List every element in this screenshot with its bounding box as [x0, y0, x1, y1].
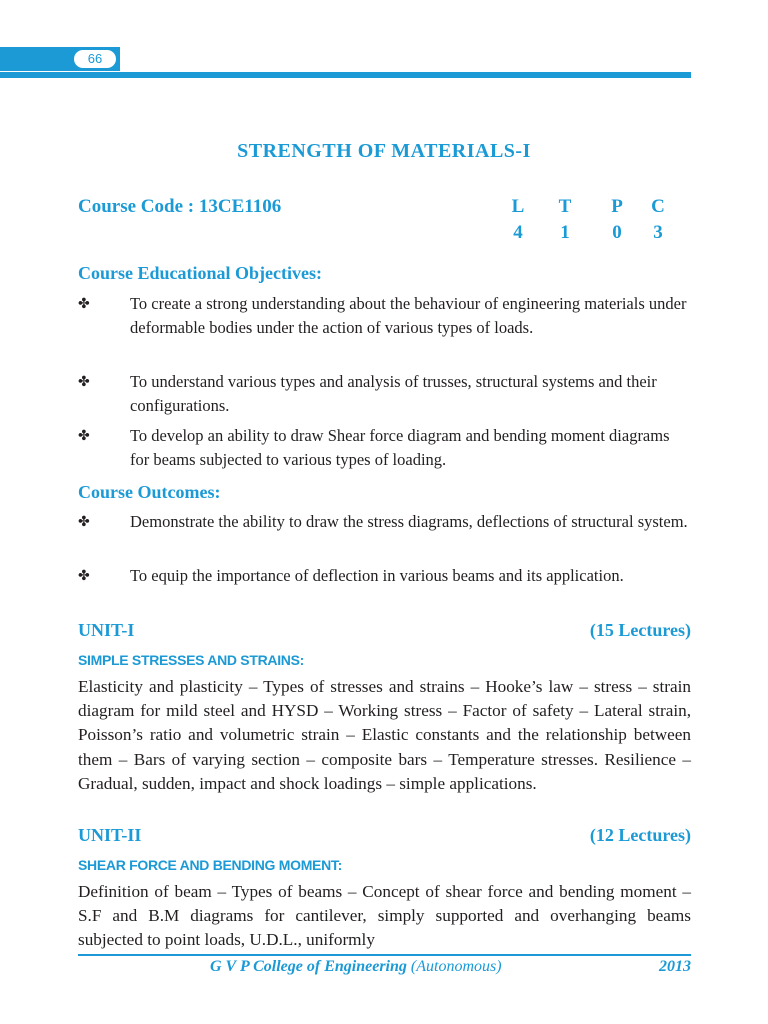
ltpc-label-l: L [511, 196, 525, 217]
outcomes-heading: Course Outcomes: [78, 482, 221, 502]
ltpc-label-t: T [558, 196, 572, 217]
outcome-text: To equip the importance of deflection in various beams and its application. [130, 566, 624, 585]
autonomous-label: (Autonomous) [410, 958, 502, 975]
unit-2-subtitle: SHEAR FORCE AND BENDING MOMENT: [78, 857, 342, 873]
bullet-icon: ✤ [78, 568, 90, 584]
unit-title: UNIT-II [78, 825, 142, 845]
objectives-heading: Course Educational Objectives: [78, 263, 322, 283]
objective-item [78, 424, 690, 472]
unit-2-heading [78, 825, 691, 846]
ltpc-label-c: C [651, 196, 665, 217]
footer-rule [78, 954, 691, 956]
page-title: STRENGTH OF MATERIALS-I [237, 140, 531, 162]
outcome-item [78, 564, 690, 588]
unit-1-text: Elasticity and plasticity – Types of stresses and strains – Hooke’s law – stress – strain diagram for mild steel and HYSD – Working stress – Factor of safety – Lateral strain, Poisson’s ratio and volumetric strain – Elastic constants and the relationship between them – Bars of varying section – composite bars – Temperature stresses. Resilience – Gradual, sudden, impact and shock loadings – simple applications. [78, 677, 691, 793]
ltpc-value-c: 3 [653, 222, 663, 243]
ltpc-label-p: P [611, 196, 623, 217]
outcome-text: Demonstrate the ability to draw the stress diagrams, deflections of structural system. [130, 512, 688, 531]
objective-text: To develop an ability to draw Shear force diagram and bending moment diagrams for beams subjected to various types of loading. [130, 426, 670, 469]
objective-text: To create a strong understanding about the behaviour of engineering materials under deformable bodies under the action of various types of loads. [130, 294, 687, 337]
unit-1-heading [78, 620, 691, 641]
bullet-icon: ✤ [78, 374, 90, 390]
ltpc-value-p: 0 [612, 222, 622, 243]
bullet-icon: ✤ [78, 428, 90, 444]
objective-item [78, 292, 690, 340]
footer-college [210, 958, 502, 976]
header-rule [0, 72, 691, 78]
footer [78, 958, 691, 982]
college-name: G V P College of Engineering [210, 958, 407, 975]
page-number: 66 [74, 50, 116, 68]
unit-2-text: Definition of beam – Types of beams – Concept of shear force and bending moment – S.F and B.M diagrams for cantilever, simply supported and overhanging beams subjected to point loads, U.D.L., uniformly [78, 882, 691, 950]
bullet-icon: ✤ [78, 296, 90, 312]
ltpc-value-t: 1 [560, 222, 570, 243]
unit-title: UNIT-I [78, 620, 135, 640]
course-code: Course Code : 13CE1106 [78, 196, 282, 217]
bullet-icon: ✤ [78, 514, 90, 530]
outcome-item [78, 510, 690, 534]
objective-item [78, 370, 690, 418]
footer-year: 2013 [659, 958, 691, 975]
unit-1-subtitle: SIMPLE STRESSES AND STRAINS: [78, 652, 304, 668]
ltpc-value-l: 4 [513, 222, 523, 243]
unit-lectures: (12 Lectures) [589, 825, 691, 845]
unit-lectures: (15 Lectures) [589, 620, 691, 640]
objective-text: To understand various types and analysis of trusses, structural systems and their configurations. [130, 372, 657, 415]
